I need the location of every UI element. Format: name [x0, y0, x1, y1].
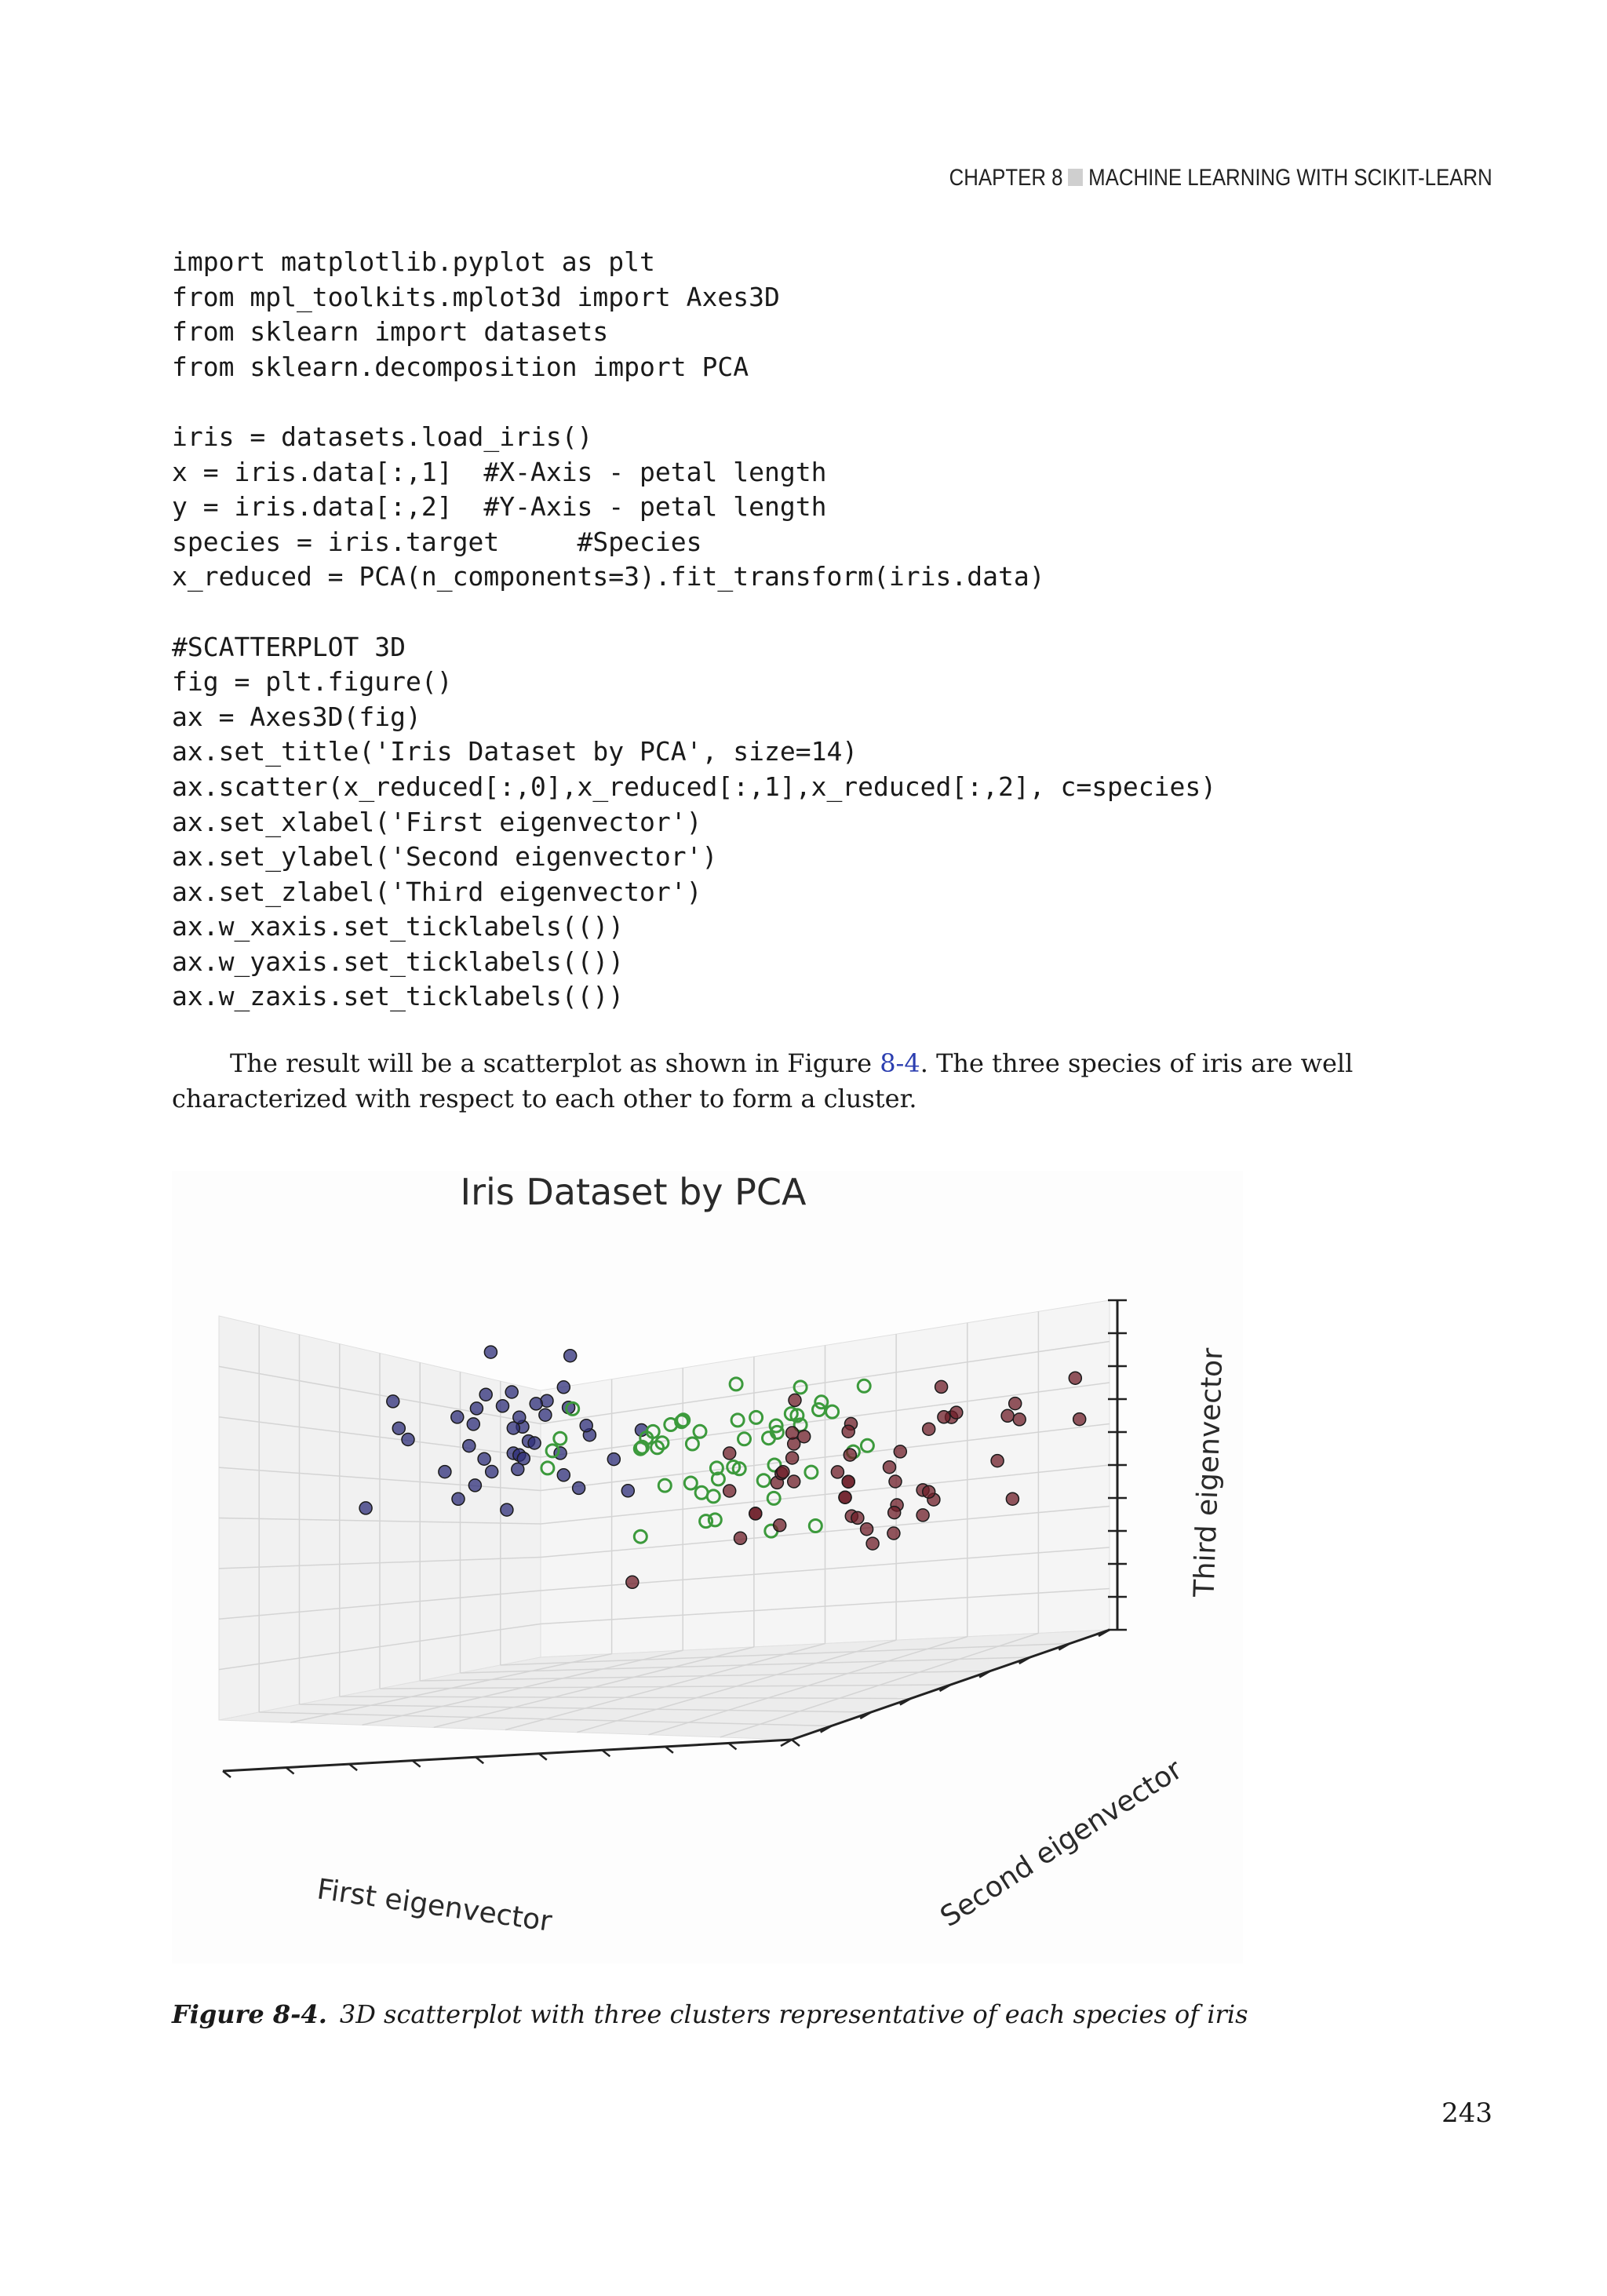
data-point: [1006, 1492, 1018, 1505]
code-line: x = iris.data[:,1] #X-Axis - petal length: [172, 456, 827, 487]
data-point: [530, 1398, 542, 1410]
data-point: [935, 1380, 948, 1393]
data-point: [467, 1418, 479, 1430]
data-point: [1073, 1413, 1086, 1426]
figure-link[interactable]: 8-4: [880, 1048, 920, 1078]
code-line: import matplotlib.pyplot as plt: [172, 246, 655, 277]
data-point: [484, 1346, 497, 1358]
data-point: [580, 1420, 592, 1432]
chapter-title: MACHINE LEARNING WITH SCIKIT-LEARN: [1088, 165, 1492, 191]
data-point: [749, 1507, 762, 1520]
data-point: [842, 1475, 855, 1488]
data-point: [884, 1461, 896, 1474]
scatter-3d-chart: [172, 1171, 1243, 1963]
running-header: [949, 165, 1492, 191]
data-point: [923, 1485, 935, 1498]
code-line: fig = plt.figure(): [172, 666, 453, 698]
data-point: [402, 1434, 414, 1446]
data-point: [786, 1427, 799, 1439]
code-line: ax.w_xaxis.set_ticklabels(()): [172, 911, 625, 942]
data-point: [774, 1519, 786, 1532]
x-axis-tick: [792, 1740, 800, 1746]
code-line: x_reduced = PCA(n_components=3).fit_transform(iris.data): [172, 561, 1045, 592]
data-point: [501, 1503, 513, 1516]
data-point: [564, 1350, 577, 1362]
paragraph-text-before: The result will be a scatterplot as shown in Figure: [230, 1048, 880, 1078]
x-axis-label: First eigenvector: [315, 1873, 554, 1938]
data-point: [950, 1406, 963, 1419]
data-point: [557, 1469, 570, 1481]
code-line: iris = datasets.load_iris(): [172, 421, 593, 452]
x-axis-line: [223, 1740, 792, 1771]
z-axis-label: Third eigenvector: [1188, 1347, 1230, 1598]
data-point: [887, 1527, 900, 1540]
data-point: [851, 1511, 864, 1524]
data-point: [539, 1409, 552, 1421]
data-point: [723, 1485, 736, 1497]
data-point: [497, 1400, 509, 1412]
code-line: ax.w_yaxis.set_ticklabels(()): [172, 946, 625, 977]
code-line: ax.set_ylabel('Second eigenvector'): [172, 841, 718, 873]
data-point: [788, 1475, 800, 1488]
data-point: [479, 1388, 492, 1401]
data-point: [923, 1423, 935, 1435]
data-point: [554, 1447, 567, 1460]
data-point: [512, 1463, 524, 1475]
paragraph-text-after: . The three species of iris are well characterized with respect to each other to form a cluster.: [172, 1048, 1354, 1113]
figure-8-4: [172, 1171, 1243, 1963]
code-line: [172, 384, 1216, 420]
data-point: [1013, 1413, 1026, 1426]
data-point: [468, 1479, 481, 1492]
chapter-label: CHAPTER 8: [949, 165, 1063, 191]
data-point: [839, 1491, 851, 1503]
data-point: [451, 1411, 464, 1423]
figure-caption: [172, 1999, 1248, 2029]
data-point: [359, 1502, 372, 1514]
data-point: [528, 1437, 541, 1449]
data-point: [916, 1509, 929, 1522]
code-line: #SCATTERPLOT 3D: [172, 631, 406, 662]
code-line: species = iris.target #Species: [172, 526, 702, 557]
data-point: [621, 1485, 634, 1497]
body-paragraph: [172, 1046, 1459, 1117]
data-point: [1001, 1409, 1014, 1422]
y-axis-label: Second eigenvector: [935, 1753, 1189, 1934]
data-point: [486, 1466, 498, 1478]
data-point: [478, 1452, 490, 1465]
data-point: [470, 1402, 483, 1415]
code-line: ax = Axes3D(fig): [172, 701, 421, 732]
data-point: [777, 1466, 789, 1478]
data-point: [831, 1466, 844, 1478]
caption-text: 3D scatterplot with three clusters representative of each species of iris: [339, 1999, 1248, 2029]
data-point: [557, 1381, 570, 1394]
code-line: from sklearn import datasets: [172, 316, 609, 348]
data-point: [1009, 1398, 1022, 1410]
data-point: [734, 1532, 747, 1544]
data-point: [1069, 1372, 1081, 1384]
data-point: [452, 1492, 465, 1505]
code-line: from sklearn.decomposition import PCA: [172, 351, 749, 382]
data-point: [463, 1440, 476, 1452]
data-point: [387, 1395, 399, 1408]
data-point: [894, 1445, 906, 1458]
data-point: [789, 1394, 801, 1406]
data-point: [439, 1466, 451, 1478]
data-point: [889, 1475, 902, 1488]
data-point: [842, 1425, 855, 1438]
data-point: [866, 1537, 879, 1550]
code-line: [172, 595, 1216, 630]
code-line: ax.set_zlabel('Third eigenvector'): [172, 876, 702, 907]
code-listing: [172, 245, 1216, 1015]
data-point: [888, 1507, 901, 1519]
data-point: [573, 1481, 585, 1494]
caption-label: Figure 8-4.: [172, 1999, 327, 2029]
chart-title: Iris Dataset by PCA: [460, 1171, 807, 1213]
header-separator-icon: [1069, 169, 1084, 186]
data-point: [786, 1452, 799, 1464]
data-point: [392, 1422, 405, 1434]
code-line: ax.scatter(x_reduced[:,0],x_reduced[:,1],x_reduced[:,2], c=species): [172, 771, 1217, 802]
data-point: [513, 1411, 526, 1423]
data-point: [844, 1449, 856, 1461]
code-line: ax.w_zaxis.set_ticklabels(()): [172, 981, 625, 1012]
data-point: [861, 1523, 873, 1536]
data-point: [505, 1386, 518, 1398]
data-point: [607, 1453, 620, 1466]
data-point: [991, 1455, 1004, 1467]
code-line: ax.set_title('Iris Dataset by PCA', size=14): [172, 736, 858, 767]
page-number: 243: [1441, 2097, 1492, 2129]
data-point: [938, 1411, 950, 1423]
data-point: [626, 1576, 639, 1588]
code-line: y = iris.data[:,2] #Y-Axis - petal length: [172, 491, 827, 523]
code-line: from mpl_toolkits.mplot3d import Axes3D: [172, 281, 780, 312]
data-point: [723, 1447, 736, 1460]
code-line: ax.set_xlabel('First eigenvector'): [172, 806, 702, 837]
